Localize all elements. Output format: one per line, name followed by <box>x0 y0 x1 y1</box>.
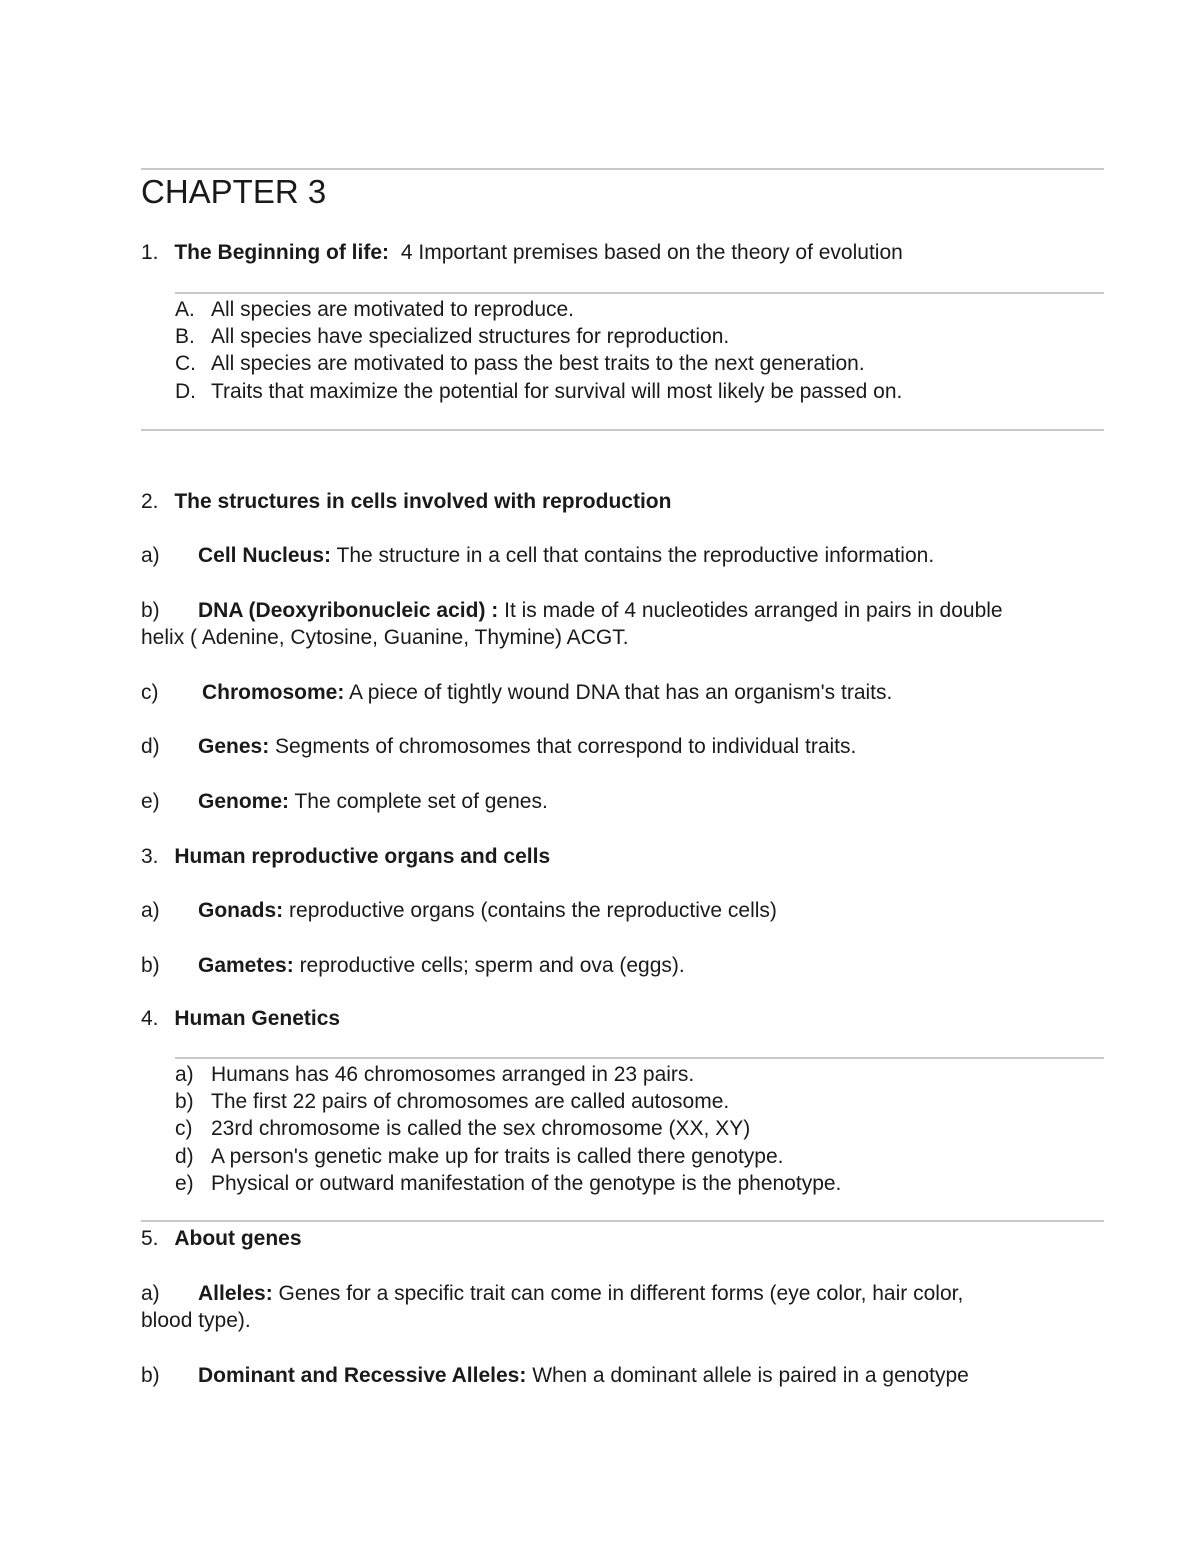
list-text: All species are motivated to reproduce. <box>211 298 575 321</box>
list-item <box>175 323 730 350</box>
list-marker: D. <box>175 380 196 403</box>
list-marker: a) <box>141 899 160 922</box>
term: Genome: <box>198 790 290 813</box>
definition-item <box>141 733 857 760</box>
section-title: About genes <box>174 1227 302 1250</box>
list-item <box>175 378 903 405</box>
definition-text: Genes for a specific trait can come in different forms (eye color, hair color, <box>278 1282 964 1305</box>
list-item <box>175 1143 784 1170</box>
list-item <box>175 1061 695 1088</box>
term: Dominant and Recessive Alleles: <box>198 1364 527 1387</box>
section-1-heading <box>141 239 903 266</box>
definition-text: A piece of tightly wound DNA that has an organism's traits. <box>349 681 893 704</box>
definition-text: reproductive cells; sperm and ova (eggs). <box>299 954 685 977</box>
list-text: Physical or outward manifestation of the genotype is the phenotype. <box>211 1172 842 1195</box>
section-number: 4. <box>141 1007 159 1030</box>
section-number: 3. <box>141 845 159 868</box>
term: Gonads: <box>198 899 284 922</box>
term: Alleles: <box>198 1282 273 1305</box>
section-number: 5. <box>141 1227 159 1250</box>
definition-item <box>141 1362 969 1389</box>
list-text: 23rd chromosome is called the sex chromosome (XX, XY) <box>211 1117 751 1140</box>
section-5-heading <box>141 1225 302 1252</box>
term: Cell Nucleus: <box>198 544 332 567</box>
list-marker: e) <box>141 790 160 813</box>
definition-continuation: helix ( Adenine, Cytosine, Guanine, Thymine) ACGT. <box>141 626 629 649</box>
divider <box>175 292 1104 294</box>
page-title: CHAPTER 3 <box>141 173 327 210</box>
section-subtitle: 4 Important premises based on the theory of evolution <box>400 241 903 264</box>
section-2-heading <box>141 488 671 515</box>
section-number: 2. <box>141 490 159 513</box>
list-text: All species have specialized structures for reproduction. <box>211 325 730 348</box>
section-4-heading <box>141 1005 340 1032</box>
definition-text: reproductive organs (contains the reproductive cells) <box>289 899 777 922</box>
list-marker: d) <box>175 1145 194 1168</box>
definition-text: When a dominant allele is paired in a genotype <box>532 1364 969 1387</box>
term: Genes: <box>198 735 270 758</box>
section-title: Human reproductive organs and cells <box>174 845 551 868</box>
list-item <box>175 296 575 323</box>
list-text: Traits that maximize the potential for survival will most likely be passed on. <box>211 380 903 403</box>
list-text: All species are motivated to pass the best traits to the next generation. <box>211 352 865 375</box>
list-item <box>175 350 865 377</box>
section-title: The structures in cells involved with reproduction <box>174 490 672 513</box>
list-marker: d) <box>141 735 160 758</box>
term: DNA (Deoxyribonucleic acid) : <box>198 599 499 622</box>
divider <box>141 1220 1104 1222</box>
divider <box>141 429 1104 431</box>
term: Gametes: <box>198 954 294 977</box>
section-title: Human Genetics <box>174 1007 341 1030</box>
section-title: The Beginning of life: <box>174 241 390 264</box>
section-number: 1. <box>141 241 159 264</box>
definition-text: The complete set of genes. <box>294 790 548 813</box>
list-text: A person's genetic make up for traits is called there genotype. <box>211 1145 784 1168</box>
list-marker: a) <box>175 1063 194 1086</box>
term: Chromosome: <box>202 681 345 704</box>
definition-item <box>141 597 1003 624</box>
list-item <box>175 1170 842 1197</box>
list-marker: b) <box>141 954 160 977</box>
list-marker: b) <box>175 1090 194 1113</box>
list-marker: c) <box>175 1117 193 1140</box>
list-marker: b) <box>141 1364 160 1387</box>
list-marker: e) <box>175 1172 194 1195</box>
definition-item <box>141 679 893 706</box>
list-text: The first 22 pairs of chromosomes are called autosome. <box>211 1090 730 1113</box>
definition-item <box>141 788 548 815</box>
definition-text: It is made of 4 nucleotides arranged in pairs in double <box>504 599 1003 622</box>
section-3-heading <box>141 843 550 870</box>
definition-item <box>141 897 777 924</box>
list-marker: B. <box>175 325 195 348</box>
list-marker: A. <box>175 298 195 321</box>
list-marker: c) <box>141 681 159 704</box>
definition-item <box>141 542 935 569</box>
list-marker: a) <box>141 1282 160 1305</box>
definition-text: The structure in a cell that contains the reproductive information. <box>336 544 935 567</box>
list-marker: a) <box>141 544 160 567</box>
definition-continuation: blood type). <box>141 1309 251 1332</box>
list-marker: b) <box>141 599 160 622</box>
list-item <box>175 1115 751 1142</box>
definition-text: Segments of chromosomes that correspond to individual traits. <box>275 735 857 758</box>
definition-item <box>141 952 685 979</box>
divider <box>141 168 1104 170</box>
list-item <box>175 1088 730 1115</box>
definition-item <box>141 1280 964 1307</box>
list-marker: C. <box>175 352 196 375</box>
divider <box>175 1057 1104 1059</box>
list-text: Humans has 46 chromosomes arranged in 23 pairs. <box>211 1063 695 1086</box>
